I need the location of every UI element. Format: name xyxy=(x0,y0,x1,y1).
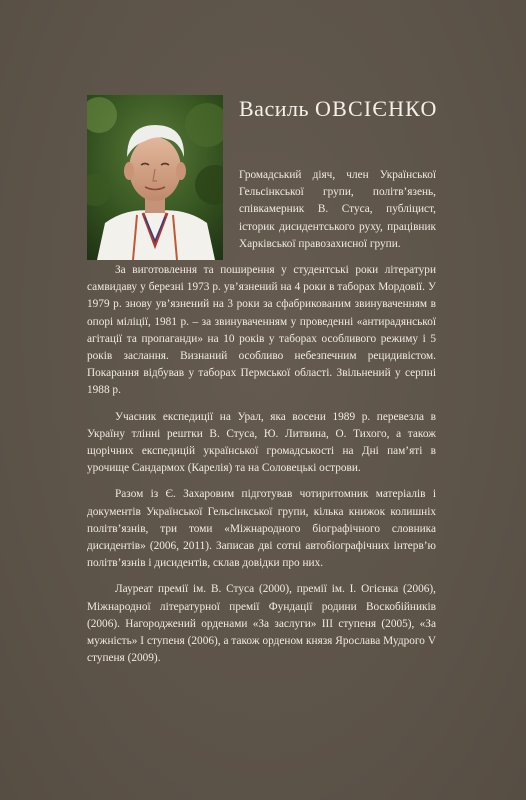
author-biography xyxy=(87,262,436,676)
bio-paragraph: За виготовлення та поширення у студентські роки літератури самвидаву у березні 1973 р. ув’язнений на 4 роки в таборах Мордовії. У 1979 р. знову ув’язнений на 3 роки за сфабрикованим звинуваченням в опорі міліції, 1981 р. – за звинуваченням у проведенні «антирадянської агітації та пропаганди» на 10 років у таборах особливого режиму і 5 років заслання. Визнаний особливо небезпечним рецидивістом. Покарання відбував у таборах Пермської області. Звільнений у серпні 1988 р. xyxy=(87,264,436,397)
author-intro: Громадський діяч, член Української Гельсінкської групи, політв’язень, співкамерник В. Стуса, публіцист, історик дисидентського руху, працівник Харківської правозахисної групи. xyxy=(239,169,436,250)
author-name xyxy=(239,96,438,122)
author-surname: ОВСІЄНКО xyxy=(315,96,438,121)
author-first-name: Василь xyxy=(239,96,309,121)
bio-paragraph: Разом із Є. Захаровим підготував чотиритомник матеріалів і документів Української Гельсінкської групи, кілька книжок колишніх політв’язнів, три томи «Міжнародного біографічного словника дисидентів» (2006, 2011). Записав дві сотні автобіографічних інтерв’ю політв’язнів і дисидентів, склав довідки про них. xyxy=(87,488,436,570)
bio-paragraph: Учасник експедиції на Урал, яка восени 1989 р. перевезла в Україну тлінні рештки В. Стуса, Ю. Литвина, О. Тихого, а також щорічних експедицій української громадськості на Дні пам’яті в урочище Сандармох (Карелія) та на Соловецькі острови. xyxy=(87,410,436,475)
author-portrait-photo xyxy=(87,95,223,260)
bio-paragraph: Лауреат премії ім. В. Стуса (2000), премії ім. І. Огієнка (2006), Міжнародної літературної премії Фундації родини Воскобійників (2006). Нагороджений орденами «За заслуги» III ступеня (2005), «За мужність» I ступеня (2006), а також орденом князя Ярослава Мудрого V ступеня (2009). xyxy=(87,583,436,665)
